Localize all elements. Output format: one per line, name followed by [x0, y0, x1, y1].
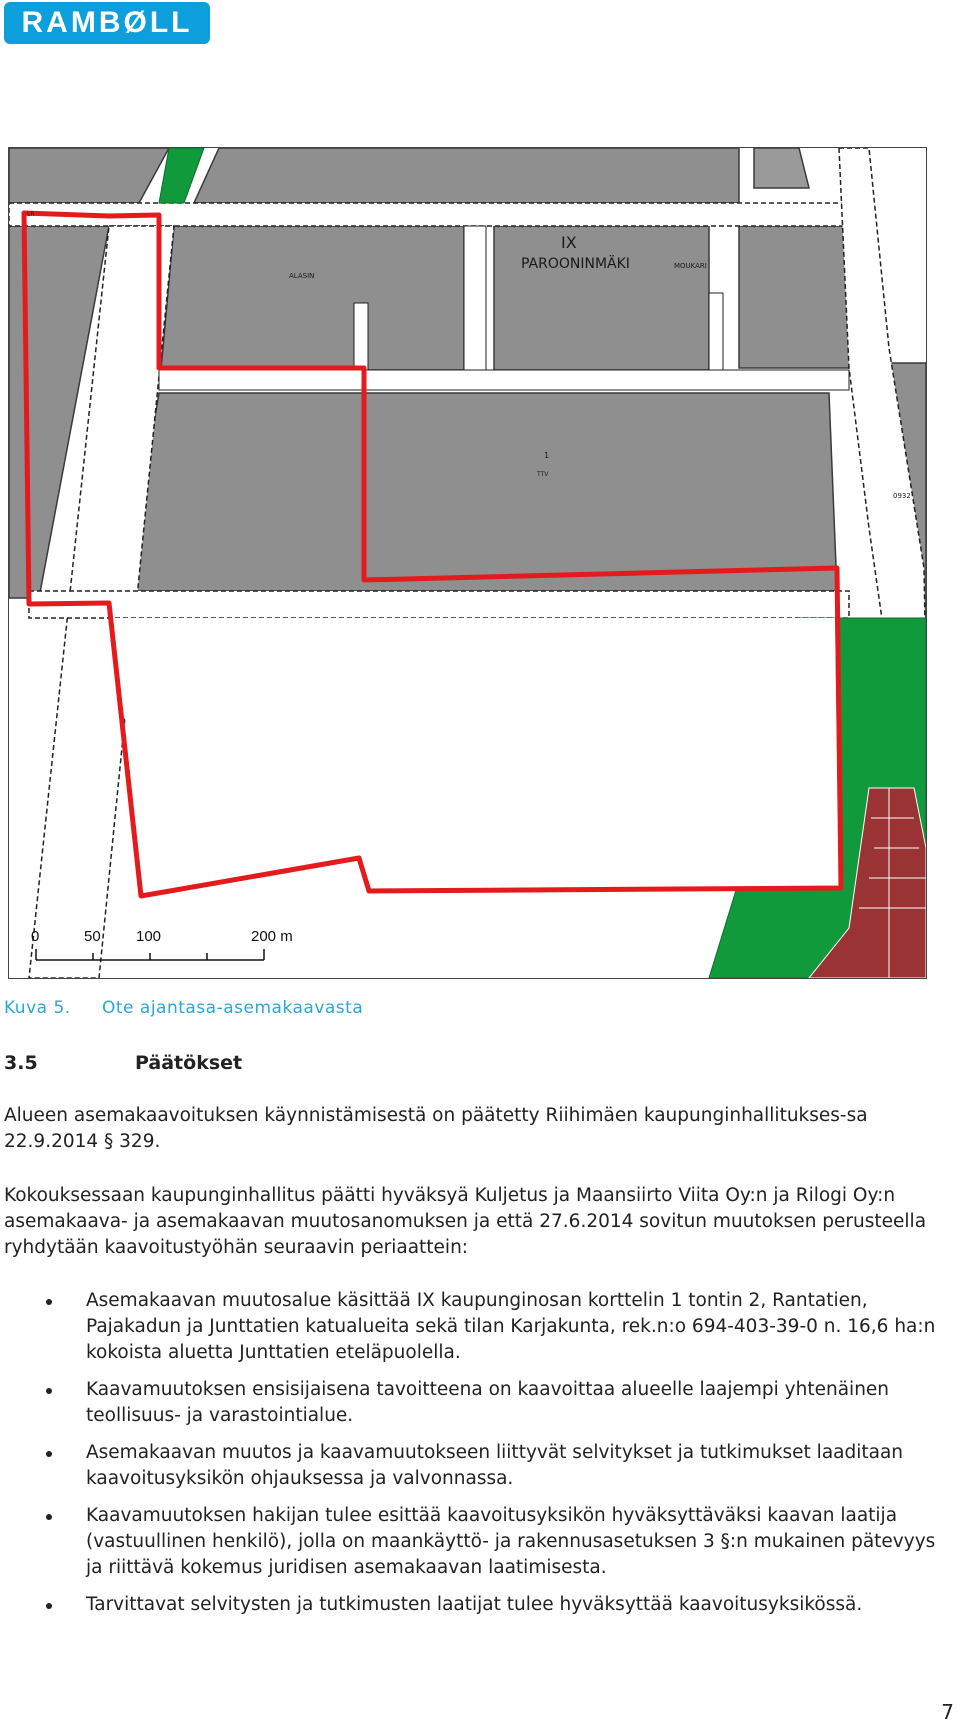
section-title: Päätökset: [135, 1052, 243, 1074]
list-item-text: Kaavamuutoksen ensisijaisena tavoitteena on kaavoittaa alueelle laajempi yhtenäinen teollisuus- ja varastointialue.: [86, 1379, 890, 1426]
scale-label-100: 100: [136, 928, 162, 945]
list-item: [4, 1377, 954, 1429]
block-top-left: [9, 148, 169, 203]
paragraph-meeting: Kokouksessaan kaupunginhallitus päätti hyväksyä Kuljetus ja Maansiirto Viita Oy:n ja Rilogi Oy:n asemakaava- ja asemakaavan muutosanomuksen ja että 27.6.2014 sovitun muutoksen perusteella ryhdytään kaavoitustyöhän seuraavin periaattein:: [4, 1185, 927, 1258]
block-paroon: [494, 226, 709, 370]
list-item-text: Asemakaavan muutosalue käsittää IX kaupunginosan korttelin 1 tontin 2, Rantatien, Pajakadun ja Junttatien katualueita sekä tilan Karjakunta, rek.n:o 694-403-39-0 n. 16,6 ha:n kokoista aluetta Junttatien eteläpuolella.: [86, 1290, 936, 1363]
road-stub-1: [464, 226, 486, 370]
map-label-alasin: ALASIN: [289, 272, 315, 280]
map-label-moukari: MOUKARI: [674, 262, 707, 270]
map-label-block: IX: [561, 233, 577, 252]
bullet-icon: [46, 1451, 52, 1457]
list-item: [4, 1440, 954, 1492]
page-number: 7: [941, 1700, 954, 1724]
map-label-plan-symbol: TTV: [537, 471, 549, 478]
planning-area-south: [109, 618, 839, 888]
section-number: 3.5: [4, 1052, 38, 1074]
figure-text: Ote ajantasa-asemakaavasta: [102, 998, 364, 1018]
paragraph-decision-start: Alueen asemakaavoituksen käynnistämisestä on päätetty Riihimäen kaupunginhallitukses-sa 22.9.2014 § 329.: [4, 1105, 868, 1152]
figure-caption: [4, 998, 363, 1018]
block-top-middle: [194, 148, 739, 203]
map-label-lot-code: 0932: [893, 492, 911, 500]
scale-label-200: 200 m: [251, 928, 293, 945]
scale-label-50: 50: [84, 928, 101, 945]
bullet-icon: [46, 1299, 52, 1305]
ramboll-logo: RAMBØLL: [4, 2, 210, 44]
road-stub-2: [354, 303, 368, 370]
figure-number: Kuva 5.: [4, 998, 71, 1018]
list-item-text: Kaavamuutoksen hakijan tulee esittää kaavoitusyksikön hyväksyttäväksi kaavan laatija (vastuullinen henkilö), jolla on maankäyttö- ja rakennusasetuksen 3 §:n mukainen pätevyys ja riittävä kokemus juridisen asemakaavan laatimisesta.: [86, 1505, 936, 1578]
zoning-plan-map: [8, 147, 927, 979]
map-label-lot: 1: [544, 451, 550, 460]
block-lot-1: [126, 393, 837, 591]
block-top-right: [754, 148, 809, 188]
list-item: [4, 1288, 954, 1366]
list-item: [4, 1592, 954, 1618]
scale-label-0: 0: [31, 928, 40, 945]
map-label-district: PAROONINMÄKI: [521, 256, 630, 272]
road-stub-3: [709, 293, 723, 370]
bullet-icon: [46, 1603, 52, 1609]
list-item-text: Tarvittavat selvitysten ja tutkimusten laatijat tulee hyväksyttää kaavoitusyksikössä.: [86, 1594, 863, 1615]
principles-list: [4, 1288, 954, 1629]
bullet-icon: [46, 1514, 52, 1520]
road-junttatie: [29, 591, 849, 618]
list-item-text: Asemakaavan muutos ja kaavamuutokseen liittyvät selvitykset ja tutkimukset laaditaan kaavoitusyksikön ohjauksessa ja valvonnassa.: [86, 1442, 904, 1489]
block-alasin: [161, 226, 464, 370]
list-item: [4, 1503, 954, 1581]
bullet-icon: [46, 1388, 52, 1394]
map-label-road-code: LR: [27, 211, 35, 218]
section-heading: [4, 1052, 242, 1074]
road-connector: [159, 370, 849, 390]
block-moukari: [739, 226, 859, 368]
